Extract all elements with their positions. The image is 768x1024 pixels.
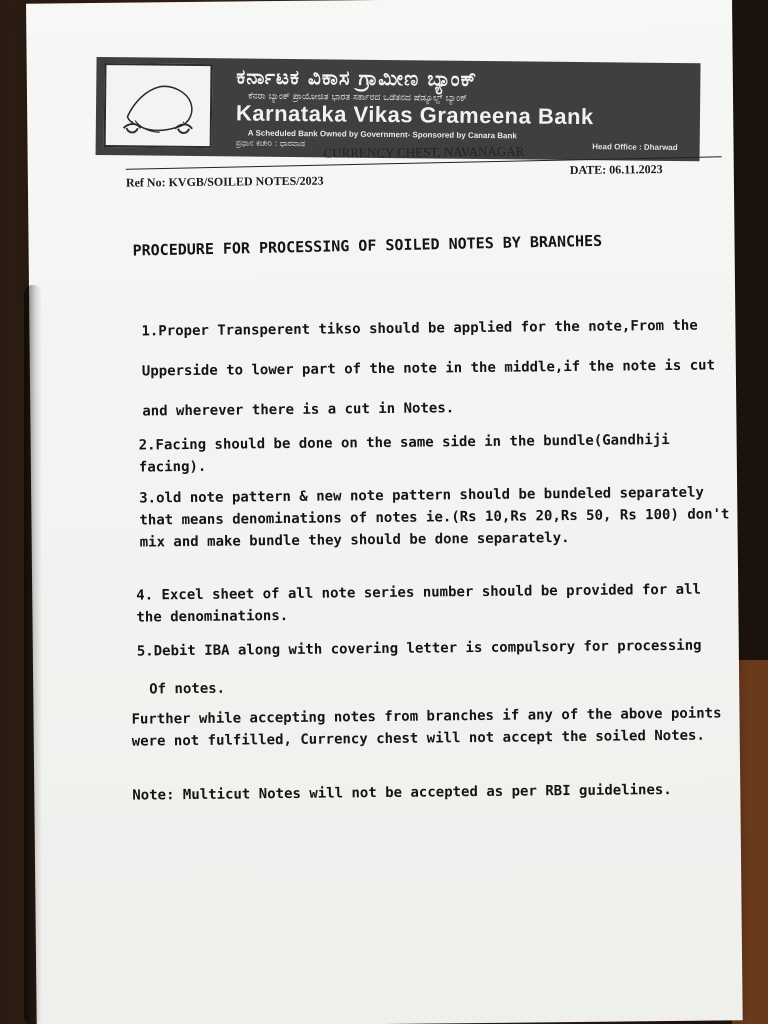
point-1-line-2: Upperside to lower part of the note in the middle,if the note is cut (141, 357, 716, 380)
point-2: 2.Facing should be done on the same side in the bundle(Gandhiji facing). (138, 431, 670, 476)
logo (104, 63, 213, 148)
bank-name-kannada: ಕರ್ನಾಟಕ ವಿಕಾಸ ಗ್ರಾಮೀಣ ಬ್ಯಾಂಕ್ (236, 64, 478, 91)
point-5-line-1: 5.Debit IBA along with covering letter is compulsory for processing (136, 637, 702, 660)
bank-tagline: A Scheduled Bank Owned by Government- Sponsored by Canara Bank (247, 128, 517, 141)
point-1-line-1: 1.Proper Transperent tikso should be applied for the note,From the (141, 317, 698, 340)
point-3: 3.old note pattern & new note pattern should be bundeled separately that means denominations of notes ie.(Rs 10,Rs 20,Rs 50, Rs 100) don't mix and make bundle they should be done separately. (139, 484, 730, 551)
head-office: Head Office : Dharwad (592, 142, 678, 153)
further-instructions: Further while accepting notes from branches if any of the above points were not fulfilled, Currency chest will not accept the soiled Notes. (131, 705, 722, 750)
bank-subtitle-kannada: ಕೆನರಾ ಬ್ಯಾಂಕ್ ಪ್ರಾಯೋಜಿತ ಭಾರತ ಸರ್ಕಾರದ ಒಡೆತನದ ಷೆಡ್ಯೂಲ್ಡ್ ಬ್ಯಾಂಕ್ (248, 91, 468, 104)
head-office-kannada: ಪ್ರಧಾನ ಕಚೇರಿ : ಧಾರವಾಡ (235, 138, 306, 149)
document-page (26, 0, 743, 1024)
document-date: DATE: 06.11.2023 (569, 162, 663, 178)
document-title: PROCEDURE FOR PROCESSING OF SOILED NOTES BY BRANCHES (132, 231, 603, 260)
karnataka-map-lamps-logo-icon (106, 65, 211, 146)
footnote: Note: Multicut Notes will not be accepted as per RBI guidelines. (132, 781, 672, 804)
bank-name: Karnataka Vikas Grameena Bank (235, 100, 594, 130)
branch-name: CURRENCY CHEST, NAVANAGAR (323, 143, 525, 161)
left-edge-shadow (24, 285, 42, 1024)
point-1-line-3: and wherever there is a cut in Notes. (142, 400, 455, 420)
point-4: 4. Excel sheet of all note series number should be provided for all the denominations. (136, 581, 702, 626)
reference-number: Ref No: KVGB/SOILED NOTES/2023 (125, 173, 324, 190)
point-5-line-2: Of notes. (149, 680, 226, 698)
